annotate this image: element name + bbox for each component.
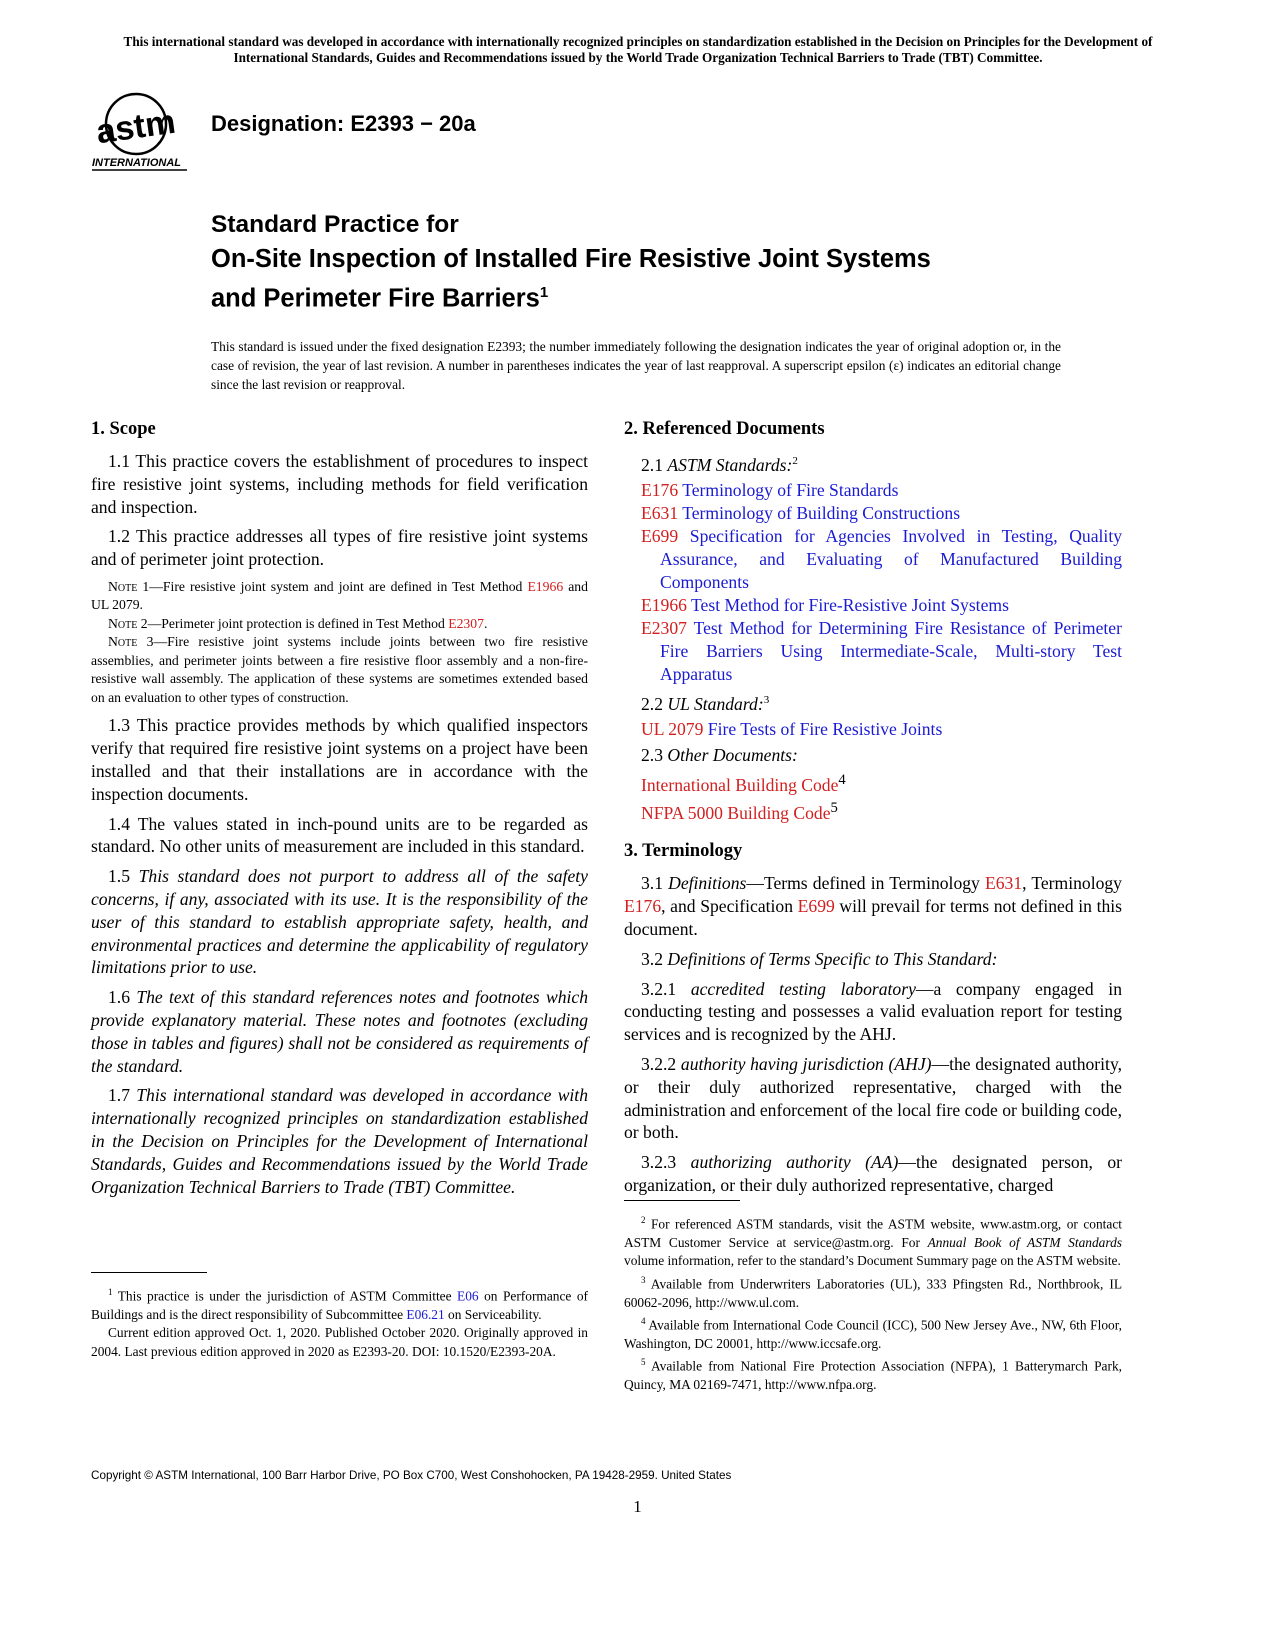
footnote-divider	[91, 1272, 207, 1273]
right-footnotes	[624, 1200, 1122, 1395]
paragraph-1-5: 1.5 This standard does not purport to address all of the safety concerns, if any, associated with its use. It is the responsibility of the user of this standard to establish appropriate safety, health, and environmental practices and determine the applicability of regulatory limitations prior to use.	[91, 866, 588, 978]
right-column	[624, 418, 1122, 1204]
section-heading-scope: 1. Scope	[91, 419, 156, 439]
left-footnotes	[91, 1272, 588, 1361]
edition-note: Current edition approved Oct. 1, 2020. Published October 2020. Originally approved in 2004. Last previous edition approved in 2020 as E2393-20. DOI: 10.1520/E2393-20A.	[91, 1325, 588, 1359]
astm-reference-list	[624, 479, 1122, 686]
tbt-banner: This international standard was developed in accordance with internationally recognized principles on standardization established in the Decision on Principles for the Development of International Standards, Guides and Recommendations issued by the World Trade Organization Technical Barriers to Trade (TBT) Committee.	[123, 34, 1153, 65]
footnote-1: $^1$ This practice is under the jurisdiction of ASTM Committee E06 on Performance of Buildings and is the direct responsibility of Subcommittee E06.21 on Serviceability.	[91, 1287, 588, 1322]
note-3: Note 3—Fire resistive joint systems include joints between two fire resistive assemblies, and perimeter joints between a fire resistive floor assembly and a non-fire-resistive wall assembly. The application of these systems are sometimes extended based on an evaluation to other types of construction.	[91, 634, 589, 705]
link-e2307[interactable]: E2307	[448, 615, 484, 631]
reference-ul-2079[interactable]: UL 2079 Fire Tests of Fire Resistive Joints	[641, 718, 943, 739]
reference-nfpa-5000[interactable]: NFPA 5000 Building Code$^5$	[641, 799, 838, 823]
issue-statement: This standard is issued under the fixed designation E2393; the number immediately following the designation indicates the year of original adoption or, in the case of revision, the year of last revision. A number in parentheses indicates the year of last reapproval. A superscript epsilon (ε) indicates an editorial change since the last revision or reapproval.	[211, 339, 1061, 392]
title-line-2: On-Site Inspection of Installed Fire Resistive Joint Systems	[211, 245, 931, 273]
paragraph-1-3: 1.3 This practice provides methods by which qualified inspectors verify that required fire resistive joint systems on a project have been installed and that their installations are in accordance with the inspection documents.	[91, 715, 588, 804]
logo-international-text: INTERNATIONAL	[92, 157, 182, 169]
note-2: Note 2—Perimeter joint protection is defined in Test Method E2307.	[108, 615, 488, 631]
paragraph-3-2-3: 3.2.3 authorizing authority (AA)—the designated person, or organization, or their duly authorized representative, charged	[624, 1152, 1123, 1195]
document-title	[211, 208, 931, 316]
section-heading-referenced-documents: 2. Referenced Documents	[624, 419, 825, 439]
footnote-2: $^2$ For referenced ASTM standards, visit the ASTM website, www.astm.org, or contact ASTM Customer Service at service@astm.org. For Annual Book of ASTM Standards volume information, refer to the standard’s Document Summary page on the ASTM website.	[624, 1215, 1122, 1269]
svg-text:astm: astm	[93, 102, 178, 152]
copyright-line: Copyright © ASTM International, 100 Barr Harbor Drive, PO Box C700, West Conshohocken, PA 19428-2959. United States	[91, 1469, 732, 1482]
paragraph-1-2: 1.2 This practice addresses all types of fire resistive joint systems and of perimeter joint protection.	[91, 526, 588, 570]
link-e1966[interactable]: E1966	[527, 578, 564, 594]
other-documents-heading: 2.3 Other Documents:	[641, 744, 798, 765]
link-e06[interactable]: E06	[457, 1288, 479, 1304]
left-column	[91, 418, 588, 1205]
designation: Designation: E2393 − 20a	[211, 111, 476, 136]
paragraph-3-2-1: 3.2.1 accredited testing laboratory—a company engaged in conducting testing and possesses a valid evaluation report for testing services and is recognized by the AHJ.	[624, 978, 1122, 1045]
reference-e1966[interactable]: E1966 Test Method for Fire-Resistive Joint Systems	[641, 594, 1009, 615]
footnote-5: $^5$ Available from National Fire Protection Association (NFPA), 1 Batterymarch Park, Quincy, MA 02169-7471, http://www.nfpa.org.	[624, 1357, 1122, 1393]
footnote-divider	[624, 1200, 740, 1201]
paragraph-1-4: 1.4 The values stated in inch-pound units are to be regarded as standard. No other units of measurement are included in this standard.	[91, 813, 588, 857]
paragraph-3-2-2: 3.2.2 authority having jurisdiction (AHJ)—the designated authority, or their duly authorized representative, charged with the administration and enforcement of the local fire code or building code, or both.	[624, 1054, 1122, 1143]
link-e06-21[interactable]: E06.21	[406, 1306, 445, 1322]
title-line-3: and Perimeter Fire Barriers$^1$	[211, 284, 549, 313]
paragraph-3-2: 3.2 Definitions of Terms Specific to This Standard:	[641, 948, 998, 969]
page-number: 1	[633, 1497, 642, 1516]
reference-e2307[interactable]: E2307 Test Method for Determining Fire Resistance of Perimeter Fire Barriers Using Intermediate-Scale, Multi-story Test Apparatus	[641, 617, 1122, 684]
paragraph-1-1: 1.1 This practice covers the establishment of procedures to inspect fire resistive joint systems, including methods for field verification and inspection.	[91, 451, 588, 517]
ul-standard-heading: 2.2 UL Standard:$^3$	[641, 693, 770, 714]
paragraph-3-1: 3.1 Definitions—Terms defined in Terminology E631, Terminology E176, and Specification E699 will prevail for terms not defined in this document.	[624, 873, 1122, 940]
reference-international-building-code[interactable]: International Building Code$^4$	[641, 771, 846, 795]
reference-e631[interactable]: E631 Terminology of Building Constructions	[641, 502, 961, 523]
reference-e699[interactable]: E699 Specification for Agencies Involved in Testing, Quality Assurance, and Evaluating of Manufactured Building Components	[641, 525, 1123, 592]
section-heading-terminology: 3. Terminology	[624, 841, 743, 862]
astm-logo-icon	[92, 88, 200, 178]
link-e176[interactable]: E176	[624, 896, 662, 917]
paragraph-1-7: 1.7 This international standard was developed in accordance with internationally recognized principles on standardization established in the Decision on Principles for the Development of International Standards, Guides and Recommendations issued by the World Trade Organization Technical Barriers to Trade (TBT) Committee.	[91, 1085, 588, 1197]
astm-standards-heading: 2.1 ASTM Standards:$^2$	[641, 454, 798, 475]
link-e631[interactable]: E631	[984, 873, 1023, 894]
footnote-4: $^4$ Available from International Code Council (ICC), 500 New Jersey Ave., NW, 6th Floor, Washington, DC 20001, http://www.iccsafe.org.	[624, 1315, 1123, 1351]
reference-e176[interactable]: E176 Terminology of Fire Standards	[641, 479, 899, 500]
title-line-1: Standard Practice for	[211, 211, 459, 238]
link-e699[interactable]: E699	[797, 896, 835, 917]
footnote-3: $^3$ Available from Underwriters Laboratories (UL), 333 Pfingsten Rd., Northbrook, IL 60062-2096, http://www.ul.com.	[624, 1274, 1123, 1310]
title-footnote-mark[interactable]: 1	[539, 284, 549, 301]
note-1: Note 1—Fire resistive joint system and joint are defined in Test Method E1966 and UL 2079.	[91, 578, 588, 613]
paragraph-1-6: 1.6 The text of this standard references notes and footnotes which provide explanatory material. These notes and footnotes (excluding those in tables and figures) shall not be considered as requirements of the standard.	[91, 987, 588, 1076]
